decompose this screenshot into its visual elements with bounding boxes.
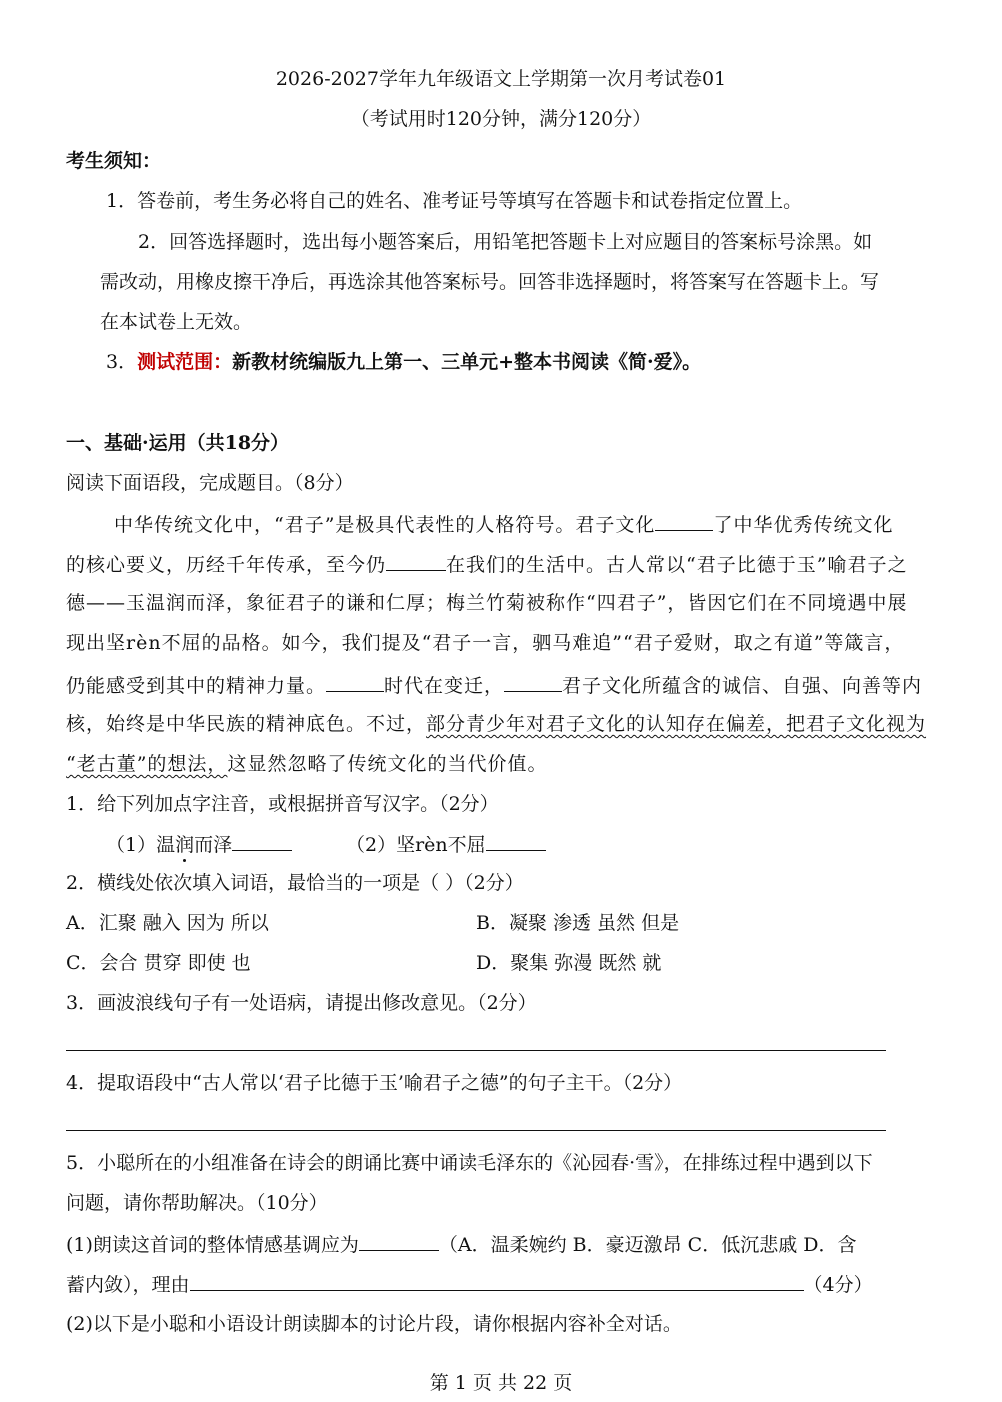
question-5-stem-line-2: 问题，请你帮助解决。（10分） xyxy=(66,1192,328,1214)
exam-subtitle: （考试用时120分钟，满分120分） xyxy=(350,108,652,130)
answer-blank-1-2[interactable] xyxy=(486,830,546,851)
option-a[interactable]: A．汇聚 融入 因为 所以 xyxy=(66,912,269,934)
question-3-answer-line[interactable] xyxy=(66,1050,886,1051)
notice-item-2-line-1: 2．回答选择题时，选出每小题答案后，用铅笔把答题卡上对应题目的答案标号涂黑。如 xyxy=(138,231,873,253)
question-5-part-1: (1)朗读这首词的整体情感基调应为 （A．温柔婉约 B．豪迈激昂 C．低沉悲戚 D．含 xyxy=(66,1230,857,1258)
reason-answer-line[interactable] xyxy=(190,1270,804,1291)
question-5-part-2: (2)以下是小聪和小语设计朗读脚本的讨论片段，请你根据内容补全对话。 xyxy=(66,1313,682,1335)
exam-title: 2026-2027学年九年级语文上学期第一次月考试卷01 xyxy=(275,68,727,90)
question-5-stem-line-1: 5．小聪所在的小组准备在诗会的朗诵比赛中诵读毛泽东的《沁园春·雪》，在排练过程中遇到以下 xyxy=(66,1152,873,1174)
notice-item-3-number: 3． xyxy=(106,351,138,373)
dotted-char: 润 xyxy=(175,834,195,856)
question-1-stem: 1．给下列加点字注音，或根据拼音写汉字。（2分） xyxy=(66,793,499,815)
answer-blank-5-1[interactable] xyxy=(359,1230,439,1251)
notice-heading: 考生须知： xyxy=(66,150,162,172)
question-2-stem: 2．横线处依次填入词语，最恰当的一项是（ ）（2分） xyxy=(66,872,524,894)
section-1-intro: 阅读下面语段，完成题目。（8分） xyxy=(66,472,354,494)
passage-line-1: 中华传统文化中，“君子”是极具代表性的人格符号。君子文化 了中华优秀传统文化 xyxy=(114,510,893,538)
notice-item-2-line-3: 在本试卷上无效。 xyxy=(100,311,253,333)
notice-item-3 xyxy=(106,349,701,375)
page-number: 第 1 页 共 22 页 xyxy=(429,1372,573,1394)
notice-item-2-line-2: 需改动，用橡皮擦干净后，再选涂其他答案标号。回答非选择题时，将答案写在答题卡上。写 xyxy=(100,271,880,293)
passage-line-4: 现出坚rèn不屈的品格。如今，我们提及“君子一言，驷马难追”“君子爱财，取之有道”等箴言， xyxy=(66,632,905,654)
wavy-sentence-part-1: 部分青少年对君子文化的认知存在偏差，把君子文化视为 xyxy=(426,713,927,735)
wavy-sentence-part-2: “老古董”的想法， xyxy=(66,753,228,775)
fill-blank-4[interactable] xyxy=(504,671,562,692)
question-5-part-1-reason: 蓄内敛），理由 （4分） xyxy=(66,1270,873,1298)
section-1-heading: 一、基础·运用（共18分） xyxy=(66,432,290,454)
fill-blank-1[interactable] xyxy=(655,510,713,531)
question-1-item-2: （2）坚rèn不屈 xyxy=(346,830,546,858)
question-3-stem: 3．画波浪线句子有一处语病，请提出修改意见。（2分） xyxy=(66,992,537,1014)
fill-blank-2[interactable] xyxy=(386,550,446,571)
passage-line-7: “老古董”的想法，这显然忽略了传统文化的当代价值。 xyxy=(66,753,548,775)
passage-line-3: 德——玉温润而泽，象征君子的谦和仁厚；梅兰竹菊被称作“四君子”，皆因它们在不同境遇中展 xyxy=(66,592,908,614)
test-scope-label: 测试范围： xyxy=(137,351,233,373)
option-c[interactable]: C．会合 贯穿 即使 也 xyxy=(66,952,251,974)
question-4-answer-line[interactable] xyxy=(66,1130,886,1131)
notice-item-1: 1．答卷前，考生务必将自己的姓名、准考证号等填写在答题卡和试卷指定位置上。 xyxy=(106,190,803,212)
passage-line-2: 的核心要义，历经千年传承，至今仍 在我们的生活中。古人常以“君子比德于玉”喻君子之 xyxy=(66,550,907,578)
option-d[interactable]: D．聚集 弥漫 既然 就 xyxy=(476,952,662,974)
passage-line-5: 仍能感受到其中的精神力量。 时代在变迁， 君子文化所蕴含的诚信、自强、向善等内 xyxy=(66,671,922,699)
question-1-item-1: （1）温润而泽 xyxy=(106,830,292,858)
fill-blank-3[interactable] xyxy=(326,671,384,692)
answer-blank-1-1[interactable] xyxy=(232,830,292,851)
test-scope-text: 新教材统编版九上第一、三单元+整本书阅读《简·爱》。 xyxy=(232,351,702,373)
option-b[interactable]: B．凝聚 渗透 虽然 但是 xyxy=(476,912,680,934)
passage-line-6: 核，始终是中华民族的精神底色。不过，部分青少年对君子文化的认知存在偏差，把君子文化视为 xyxy=(66,713,927,735)
question-4-stem: 4．提取语段中“古人常以‘君子比德于玉’喻君子之德”的句子主干。（2分） xyxy=(66,1072,683,1094)
